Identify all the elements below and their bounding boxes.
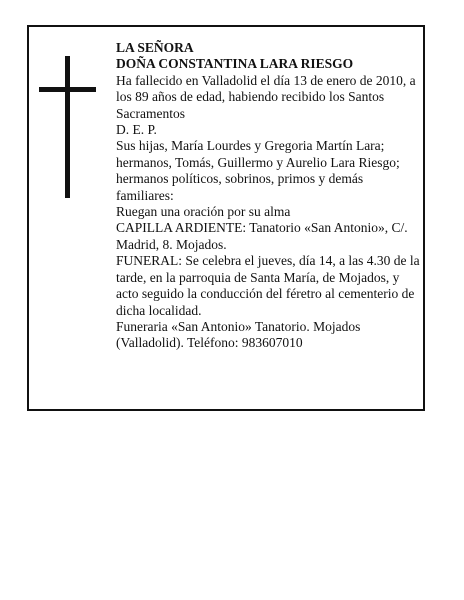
cross-icon: [39, 56, 96, 198]
prayer-request: Ruegan una oración por su alma: [116, 204, 291, 220]
deceased-name: DOÑA CONSTANTINA LARA RIESGO: [116, 56, 354, 72]
cross-vertical-bar: [65, 56, 70, 198]
chapel-info: CAPILLA ARDIENTE: Tanatorio «San Antonio», C/. Madrid, 8. Mojados.: [116, 220, 408, 252]
cross-horizontal-bar: [39, 87, 96, 92]
funeral-info: FUNERAL: Se celebra el jueves, día 14, a las 4.30 de la tarde, en la parroquia de Santa María, de Mojados, y acto seguido la conducción del féretro al cementerio de dicha localidad.: [116, 253, 420, 318]
funeral-home-info: Funeraria «San Antonio» Tanatorio. Mojados (Valladolid). Teléfono: 983607010: [116, 318, 361, 351]
dep-line: D. E. P.: [116, 122, 157, 138]
notice-title: LA SEÑORA: [116, 40, 194, 55]
notice-body: [116, 40, 422, 352]
family-list: Sus hijas, María Lourdes y Gregoria Martín Lara; hermanos, Tomás, Guillermo y Aurelio Lara Riesgo; hermanos políticos, sobrinos, primos y demás familiares:: [116, 138, 400, 203]
passing-announcement: Ha fallecido en Valladolid el día 13 de enero de 2010, a los 89 años de edad, habiendo recibido los Santos Sacramentos: [116, 72, 416, 121]
obituary-notice: [27, 25, 425, 411]
